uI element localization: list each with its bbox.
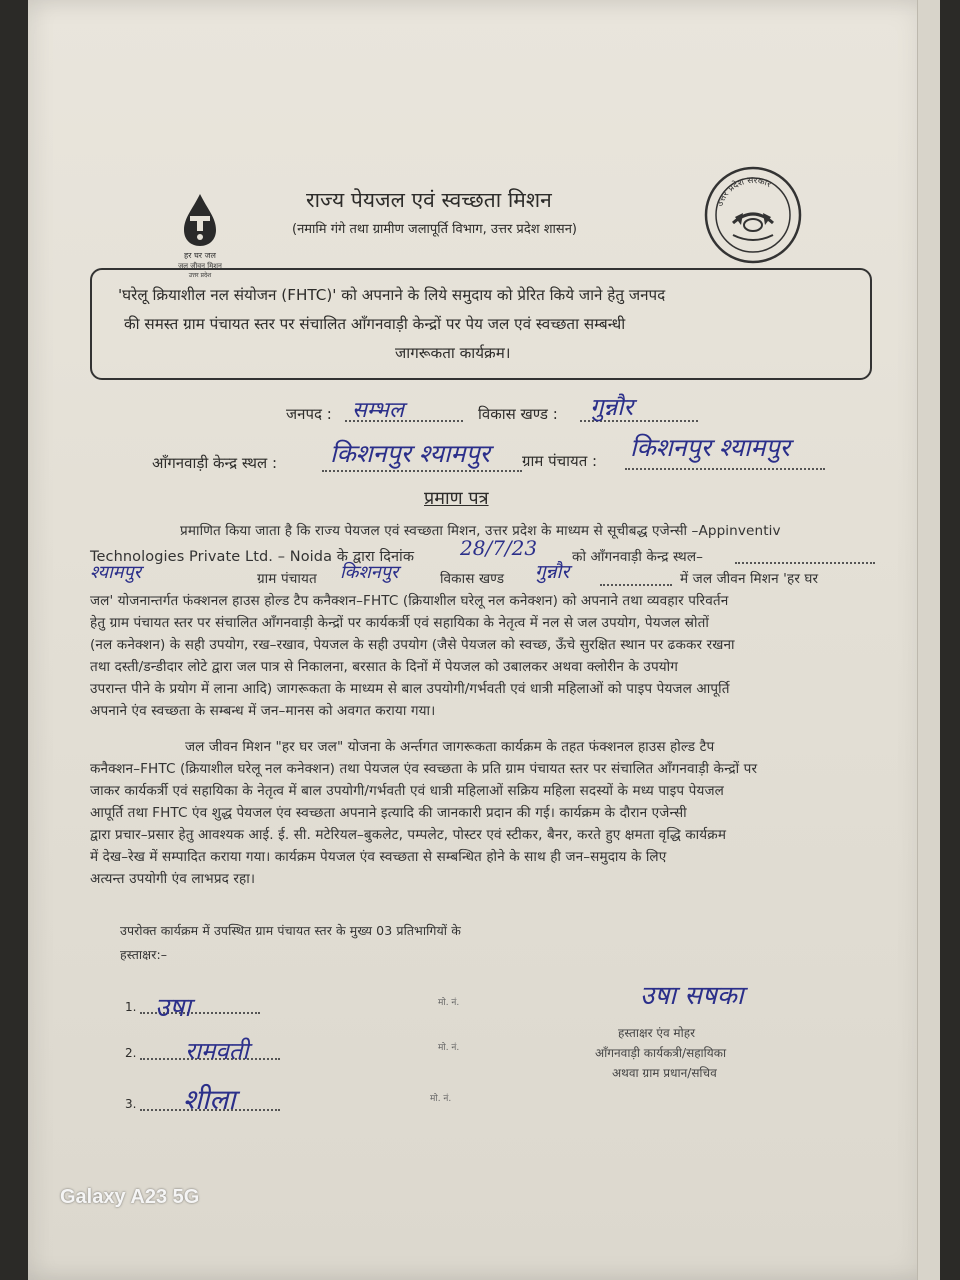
block-value: गुन्नौर (590, 393, 634, 421)
para2-line-5: द्वारा प्रचार–प्रसार हेतु आवश्यक आई. ई. सी. मटेरियल–बुकलेट, पम्पलेट, पोस्टर एवं स्टीकर, बैनर, करते हुए क्षमता वृद्धि कार्यक्रम (90, 827, 727, 843)
center-label: आँगनवाड़ी केन्द्र स्थल : (152, 454, 278, 472)
para1-line-3b: विकास खण्ड (440, 571, 505, 587)
svg-text:उत्तर प्रदेश सरकार: उत्तर प्रदेश सरकार (715, 175, 773, 209)
para1-center: श्यामपुर (90, 562, 142, 583)
para1-line-8: उपरान्त पीने के प्रयोग में लाना आदि) जागरूकता के माध्यम से बाल उपयोगी/गर्भवती एवं धात्री महिलाओं को पाइप पेयजल आपूर्ति (90, 681, 730, 697)
para2-line-2: कनैक्शन–FHTC (क्रियाशील घरेलू नल कनेक्शन) तथा पेयजल एंव स्वच्छता के प्रति ग्राम पंचायत स्तर पर संचालित आँगनवाड़ी केन्द्रों पर (90, 761, 758, 777)
para1-line-9: अपनाने एंव स्वच्छता के सम्बन्ध में जन–मानस को अवगत कराया गया। (90, 703, 436, 719)
district-value: सम्भल (352, 398, 404, 423)
para2-line-7: अत्यन्त उपयोगी एंव लाभप्रद रहा। (90, 871, 256, 887)
mission-title: राज्य पेयजल एवं स्वच्छता मिशन (306, 188, 552, 212)
para1-line-3c: में जल जीवन मिशन 'हर घर (680, 571, 819, 587)
participant-note-2: मो. नं. (438, 1043, 460, 1053)
signatory-line-3: अथवा ग्राम प्रधान/सचिव (612, 1066, 717, 1080)
para1-line-2a: Technologies Private Ltd. – Noida के द्वारा दिनांक (90, 549, 415, 565)
participant-note-3: मो. नं. (430, 1094, 452, 1104)
panchayat-value: किशनपुर श्यामपुर (630, 433, 790, 462)
para1-line-1: प्रमाणित किया जाता है कि राज्य पेयजल एवं स्वच्छता मिशन, उत्तर प्रदेश के माध्यम से सूचीबद्ध एजेन्सी –Appinventiv (180, 523, 781, 539)
participant-num-2: 2. (125, 1046, 137, 1060)
mission-subtitle: (नमामि गंगे तथा ग्रामीण जलापूर्ति विभाग, उत्तर प्रदेश शासन) (292, 222, 577, 237)
para1-block: गुन्नौर (535, 561, 570, 583)
title-line-3: जागरूकता कार्यक्रम। (395, 344, 511, 362)
logo-caption-1: हर घर जल (184, 251, 216, 260)
participant-note-1: मो. नं. (438, 998, 460, 1008)
signatory-signature: उषा सषका (640, 981, 744, 1011)
signatory-line-1: हस्ताक्षर एंव मोहर (618, 1026, 696, 1040)
participant-num-1: 1. (125, 1000, 137, 1014)
para2-line-4: आपूर्ति तथा FHTC एंव शुद्ध पेयजल एंव स्वच्छता अपनाने इत्यादि की जानकारी प्रदान की गई। कार्यक्रम के दौरान एजेन्सी (90, 805, 687, 821)
participant-num-3: 3. (125, 1097, 137, 1111)
title-line-2: की समस्त ग्राम पंचायत स्तर पर संचालित आँगनवाड़ी केन्द्रों पर पेय जल एवं स्वच्छता सम्बन्धी (124, 315, 626, 333)
title-line-1: 'घरेलू क्रियाशील नल संयोजन (FHTC)' को अपनाने के लिये समुदाय को प्रेरित किये जाने हेतु जनपद (118, 286, 666, 304)
para1-panchayat: किशनपुर (340, 562, 399, 583)
para2-line-3: जाकर कार्यकर्त्री एवं सहायिका के नेतृत्व में बाल उपयोगी/गर्भवती एवं धात्री महिलाओं सक्रिय महिला सदस्यों के मध्य पाइप पेयजल (90, 783, 724, 799)
logo-caption-2: जल जीवन मिशन (178, 262, 222, 270)
participants-intro-2: हस्ताक्षर:– (120, 947, 168, 962)
para1-line-5: हेतु ग्राम पंचायत स्तर पर संचालित आँगनवाड़ी केन्द्रों पर कार्यकर्त्री एवं सहायिका के नेतृत्व में नल से जल उपयोग, पेयजल स्रोतों (90, 615, 709, 631)
center-value: किशनपुर श्यामपुर (330, 439, 490, 468)
panchayat-label: ग्राम पंचायत : (522, 452, 598, 470)
up-government-seal (703, 165, 803, 265)
district-label: जनपद : (286, 405, 332, 423)
certificate-heading: प्रमाण पत्र (424, 488, 489, 509)
participants-intro: उपरोक्त कार्यक्रम में उपस्थित ग्राम पंचायत स्तर के मुख्य 03 प्रतिभागियों के (120, 923, 461, 938)
para1-line-6: (नल कनेक्शन) के सही उपयोग, रख–रखाव, पेयजल के सही उपयोग (जैसे पेयजल को स्वच्छ, ऊँचे सुरक्षित स्थान पर ढककर रखना (90, 637, 735, 653)
logo-caption-3: उत्तर प्रदेश (188, 272, 212, 279)
camera-watermark: Galaxy A23 5G (60, 1186, 200, 1208)
para1-line-2b: को आँगनवाड़ी केन्द्र स्थल– (572, 549, 704, 565)
para2-line-1: जल जीवन मिशन "हर घर जल" योजना के अर्न्तगत जागरूकता कार्यक्रम के तहत फंक्शनल हाउस होल्ड टैप (185, 739, 715, 755)
para1-line-3a: ग्राम पंचायत (257, 571, 317, 587)
para1-line-7: तथा दस्ती/डन्डीदार लोटे द्वारा जल पात्र से निकालना, बरसात के दिनों में पेयजल को उबालकर अथवा क्लोरीन के उपयोग (90, 659, 679, 675)
participant-sign-2: रामवती (185, 1037, 249, 1065)
block-label: विकास खण्ड : (478, 405, 558, 423)
para2-line-6: में देख–रेख में सम्पादित कराया गया। कार्यक्रम पेयजल एंव स्वच्छता से सम्बन्धित होने के साथ ही जन–समुदाय के लिए (90, 849, 667, 865)
participant-sign-1: उषा (155, 993, 192, 1023)
para1-date: 28/7/23 (460, 536, 538, 560)
paper-edge (917, 0, 940, 1280)
para1-line-4: जल' योजनान्तर्गत फंक्शनल हाउस होल्ड टैप कनैक्शन–FHTC (क्रियाशील घरेलू नल कनेक्शन) को अपनाने तथा व्यवहार परिवर्तन (90, 593, 729, 609)
signatory-line-2: आँगनवाड़ी कार्यकत्री/सहायिका (595, 1046, 727, 1060)
participant-sign-3: शीला (183, 1083, 236, 1116)
